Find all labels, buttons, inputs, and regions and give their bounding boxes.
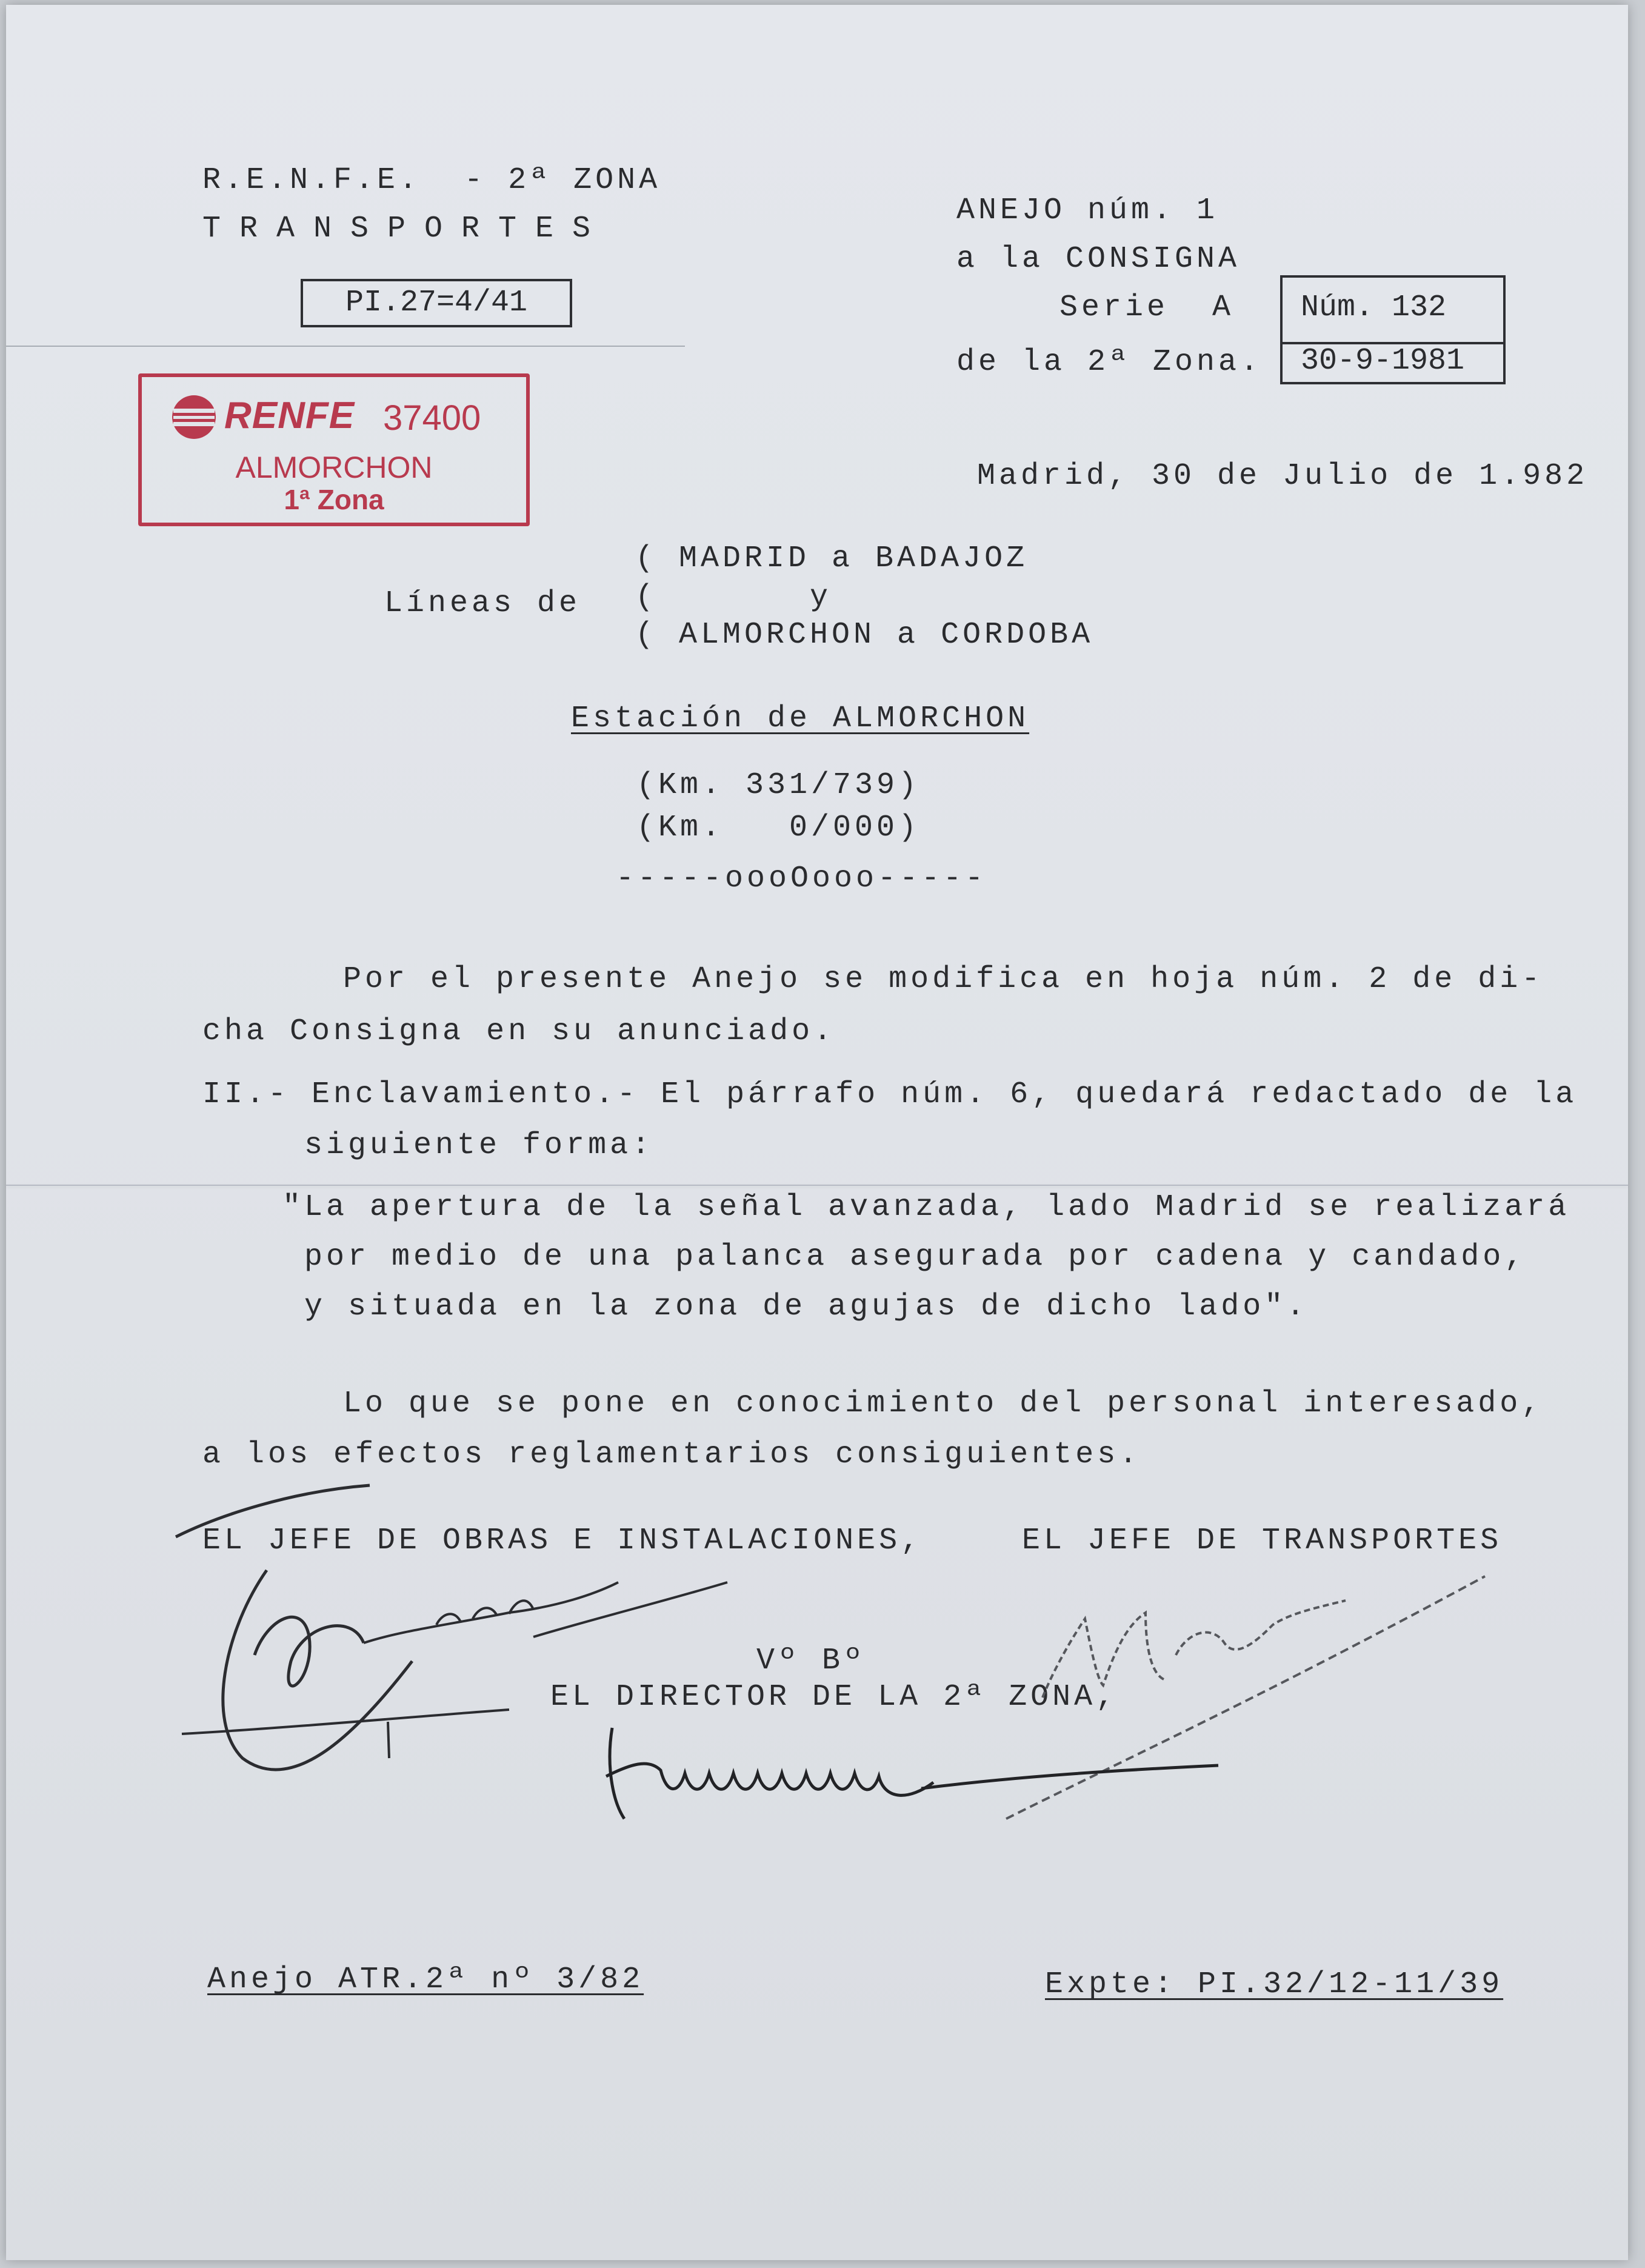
station-km-1: (Km. 331/739) [636, 768, 921, 803]
station-km-2: (Km. 0/000) [636, 811, 921, 845]
section-line-1: II.- Enclavamiento.- El párrafo núm. 6, quedará redactado de la [202, 1077, 1578, 1112]
quote-line-1: "La apertura de la señal avanzada, lado Madrid se realizará [282, 1190, 1570, 1225]
footer-file-ref: Expte: PI.32/12-11/39 [1045, 1967, 1504, 2002]
approval-mark: Vº Bº [756, 1644, 866, 1678]
lines-label: Líneas de [384, 586, 581, 621]
quote-line-2: por medio de una palanca asegurada por cadena y candado, [304, 1240, 1527, 1274]
station-title: Estación de ALMORCHON [571, 701, 1030, 736]
stamp-zone: 1ª Zona [284, 484, 384, 515]
intro-line-1: Por el presente Anejo se modifica en hoja núm. 2 de di- [343, 962, 1544, 997]
stamp-city: ALMORCHON [235, 450, 433, 484]
closing-line-2: a los efectos reglamentarios consiguientes. [202, 1437, 1141, 1472]
separator: -----oooOooo----- [616, 861, 987, 896]
route-joiner: ( y [635, 580, 832, 615]
department-line: TRANSPORTES [202, 212, 610, 246]
reference-code: PI.27=4/41 [345, 286, 528, 320]
annex-zone: de la 2ª Zona. [956, 345, 1263, 380]
date-line: Madrid, 30 de Julio de 1.982 [977, 459, 1589, 493]
closing-line-1: Lo que se pone en conocimiento del personal interesado, [343, 1387, 1544, 1421]
reference-box [301, 279, 572, 327]
paper-crease [6, 346, 685, 347]
annex-number: ANEJO núm. 1 [956, 193, 1219, 228]
director-signature-icon [594, 1716, 1236, 1837]
consigna-date: 30-9-1981 [1301, 344, 1465, 378]
section-line-2: siguiente forma: [304, 1128, 654, 1163]
route-madrid-badajoz: ( MADRID a BADAJOZ [635, 541, 1029, 576]
quote-line-3: y situada en la zona de agujas de dicho lado". [304, 1290, 1309, 1324]
stamp-code: 37400 [383, 398, 481, 438]
stamp-brand: RENFE [224, 395, 355, 437]
consigna-number: Núm. 132 [1301, 290, 1447, 325]
right-signatory-title: EL JEFE DE TRANSPORTES [1022, 1524, 1503, 1558]
annex-series: Serie A [1059, 290, 1235, 325]
left-signatory-title: EL JEFE DE OBRAS E INSTALACIONES, [202, 1524, 923, 1558]
annex-consigna: a la CONSIGNA [956, 242, 1241, 276]
director-title: EL DIRECTOR DE LA 2ª ZONA, [550, 1680, 1118, 1714]
renfe-logo-icon [170, 393, 218, 441]
org-line: R.E.N.F.E. - 2ª ZONA [202, 163, 661, 198]
footer-annex-ref: Anejo ATR.2ª nº 3/82 [207, 1962, 644, 1997]
station-stamp [138, 373, 530, 526]
consigna-number-box [1280, 275, 1506, 384]
route-almorchon-cordoba: ( ALMORCHON a CORDOBA [635, 618, 1094, 652]
intro-line-2: cha Consigna en su anunciado. [202, 1014, 836, 1049]
paper-fold [6, 1185, 1628, 1186]
